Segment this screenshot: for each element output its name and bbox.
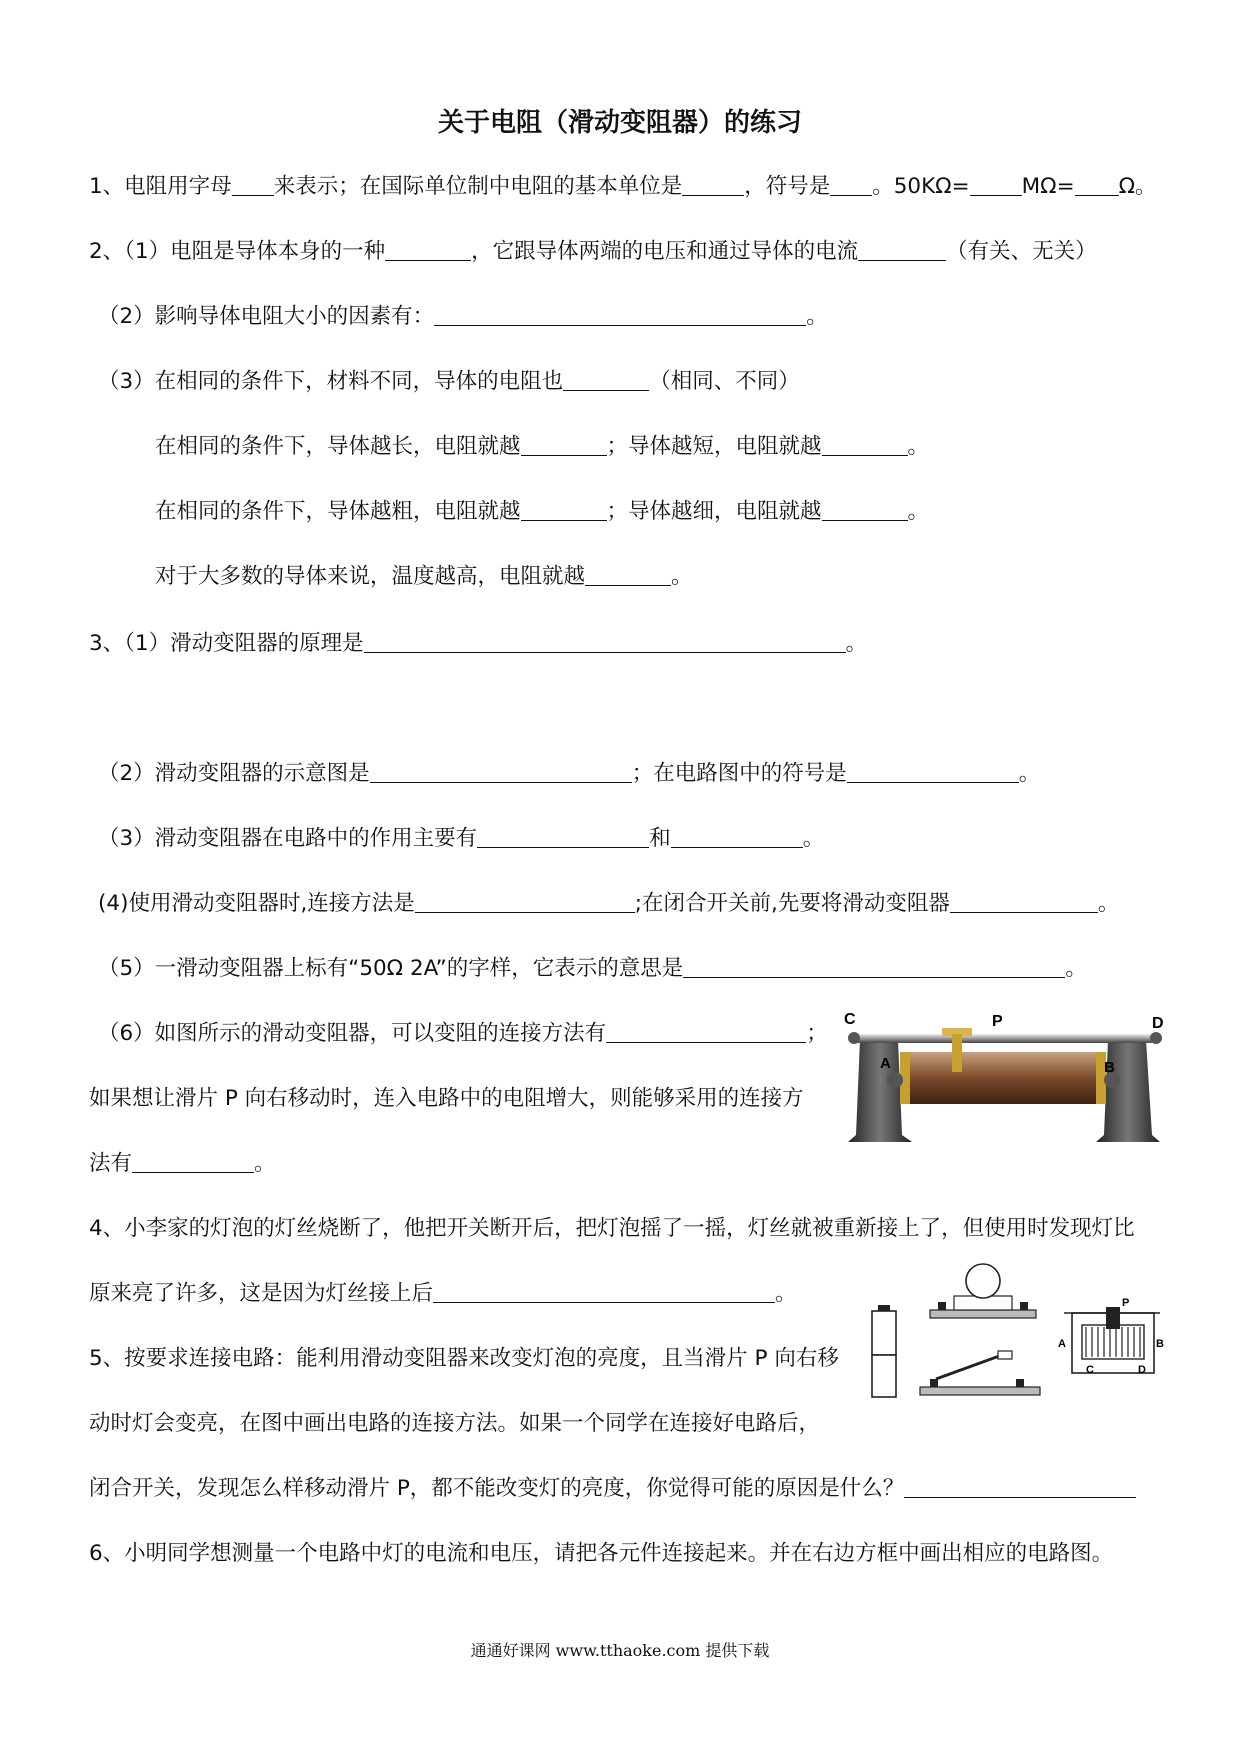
question-5-line-2 [89, 1410, 820, 1438]
q1-text-4: 。50KΩ= [872, 174, 970, 199]
q2-p1-text-3: （有关、无关） [946, 239, 1097, 264]
q3-p8-blank-1[interactable] [132, 1152, 254, 1173]
question-3-part-4 [98, 890, 1119, 918]
terminal-d [1150, 1032, 1162, 1044]
q5-line-3: 闭合开关，发现怎么样移动滑片 P，都不能改变灯的亮度，你觉得可能的原因是什么？ [89, 1476, 905, 1501]
battery-icon [872, 1305, 896, 1397]
q3-p4-text-3: 。 [1097, 891, 1120, 916]
question-2-part-6 [155, 563, 693, 591]
q2-p1-blank-2[interactable] [858, 240, 946, 261]
q4-line-2-end: 。 [775, 1281, 797, 1306]
q3-p8-text-1: 法有 [89, 1151, 133, 1176]
q3-p3-blank-2[interactable] [671, 827, 803, 848]
question-3-part-5 [98, 955, 1087, 983]
q3-p4-blank-2[interactable] [950, 892, 1098, 913]
q3-p4-text-1: (4)使用滑动变阻器时,连接方法是 [98, 891, 415, 916]
q3-p7-text-1: 如果想让滑片 P 向右移动时，连入电路中的电阻增大，则能够采用的连接方 [89, 1086, 804, 1111]
page-footer: 通通好课网 www.tthaoke.com 提供下载 [470, 1641, 770, 1660]
q2-p4-text-2: ；导体越短，电阻就越 [606, 434, 822, 459]
q1-blank-2[interactable] [682, 175, 744, 196]
question-3-part-1 [89, 630, 867, 658]
q3-p1-text-1: 3、（1）滑动变阻器的原理是 [89, 631, 364, 656]
q1-text-3: ，符号是 [744, 174, 831, 199]
q6-line-1: 6、小明同学想测量一个电路中灯的电流和电压，请把各元件连接起来。并在右边方框中画出相应的电路图。 [89, 1541, 1114, 1566]
q3-p2-text-1: （2）滑动变阻器的示意图是 [98, 761, 370, 786]
q2-p4-blank-1[interactable] [521, 435, 607, 456]
question-3-part-8 [89, 1150, 276, 1178]
resistance-coil [900, 1052, 1106, 1104]
q2-p4-text-3: 。 [907, 434, 930, 459]
rheostat-figure [840, 1010, 1170, 1145]
q3-p3-text-3: 。 [802, 826, 825, 851]
question-6-line-1 [89, 1540, 1113, 1568]
q1-blank-1[interactable] [232, 175, 274, 196]
q1-blank-3[interactable] [830, 175, 872, 196]
q1-blank-4[interactable] [970, 175, 1022, 196]
light-bulb-icon [930, 1264, 1036, 1318]
question-2-part-2 [98, 303, 828, 331]
q1-text-2: 来表示；在国际单位制中电阻的基本单位是 [273, 174, 683, 199]
q2-p5-blank-2[interactable] [822, 500, 908, 521]
q3-p5-text-1: （5）一滑动变阻器上标有“50Ω 2A”的字样，它表示的意思是 [98, 956, 684, 981]
question-3-part-6 [98, 1020, 828, 1048]
q2-p2-text-1: （2）影响导体电阻大小的因素有： [98, 304, 435, 329]
q2-p5-text-2: ；导体越细，电阻就越 [606, 499, 822, 524]
q3-p5-text-2: 。 [1065, 956, 1087, 981]
q3-p6-text-1: （6）如图所示的滑动变阻器，可以变阻的连接方法有 [98, 1021, 607, 1046]
q4-line-2: 原来亮了许多，这是因为灯丝接上后 [89, 1281, 434, 1306]
q1-text-1: 1、电阻用字母 [89, 174, 232, 199]
q3-p6-blank-1[interactable] [606, 1022, 806, 1043]
question-5-line-1 [89, 1345, 839, 1373]
metal-rod [855, 1034, 1155, 1043]
question-3-part-3 [98, 825, 824, 853]
q2-p5-blank-1[interactable] [521, 500, 607, 521]
q3-p5-blank-1[interactable] [683, 957, 1065, 978]
q3-p2-blank-1[interactable] [370, 762, 632, 783]
q3-p3-text-1: （3）滑动变阻器在电路中的作用主要有 [98, 826, 478, 851]
terminal-a [887, 1072, 903, 1088]
q2-p3-text-1: （3）在相同的条件下，材料不同，导体的电阻也 [98, 369, 564, 394]
q3-p2-text-3: 。 [1018, 761, 1041, 786]
q3-p3-text-2: 和 [649, 826, 671, 851]
label-c: C [844, 1011, 856, 1028]
q4-line-1: 4、小李家的灯泡的灯丝烧断了，他把开关断开后，把灯泡摇了一摇，灯丝就被重新接上了，但使用时发现灯比 [89, 1216, 1135, 1241]
q2-p2-blank-1[interactable] [434, 305, 806, 326]
q5-line-2: 动时灯会变亮，在图中画出电路的连接方法。如果一个同学在连接好电路后， [89, 1411, 821, 1436]
q2-p1-text-2: ，它跟导体两端的电压和通过导体的电流 [471, 239, 859, 264]
q3-p2-blank-2[interactable] [847, 762, 1019, 783]
q4-blank-1[interactable] [433, 1282, 775, 1303]
rheostat-schematic [1058, 1297, 1164, 1376]
terminal-c [848, 1032, 860, 1044]
q2-p5-text-1: 在相同的条件下，导体越粗，电阻就越 [155, 499, 521, 524]
question-4-line-2 [89, 1280, 797, 1308]
q2-p1-text-1: 2、（1）电阻是导体本身的一种 [89, 239, 386, 264]
fig2-label-d: D [1138, 1364, 1146, 1376]
q1-text-6: Ω。 [1118, 174, 1157, 199]
q2-p1-blank-1[interactable] [385, 240, 471, 261]
q5-line-1: 5、按要求连接电路：能利用滑动变阻器来改变灯泡的亮度，且当滑片 P 向右移 [89, 1346, 839, 1371]
fig2-label-b: B [1156, 1338, 1164, 1350]
q3-p8-text-2: 。 [254, 1151, 276, 1176]
question-2-part-1 [89, 238, 1097, 266]
q2-p2-text-2: 。 [806, 304, 828, 329]
question-4-line-1 [89, 1215, 1135, 1243]
q2-p6-blank-1[interactable] [585, 565, 671, 586]
q5-blank-1[interactable] [904, 1477, 1136, 1498]
question-3-part-7 [89, 1085, 804, 1113]
fig2-label-a: A [1058, 1338, 1066, 1350]
label-d: D [1152, 1015, 1164, 1032]
q3-p6-text-2: ； [806, 1021, 828, 1046]
question-2-part-3 [98, 368, 800, 396]
q1-blank-5[interactable] [1075, 175, 1119, 196]
circuit-components-figure [860, 1255, 1164, 1415]
q3-p1-blank-1[interactable] [364, 632, 846, 653]
label-b: B [1104, 1059, 1115, 1076]
question-5-line-3 [89, 1475, 1136, 1503]
question-3-part-2 [98, 760, 1040, 788]
q2-p3-text-2: （相同、不同） [649, 369, 800, 394]
q2-p6-text-2: 。 [671, 564, 693, 589]
question-2-part-5 [155, 498, 929, 526]
fig2-label-p: P [1122, 1297, 1130, 1309]
q3-p1-text-2: 。 [845, 631, 868, 656]
label-a: A [880, 1055, 891, 1072]
q2-p4-text-1: 在相同的条件下，导体越长，电阻就越 [155, 434, 521, 459]
q3-p3-blank-1[interactable] [477, 827, 649, 848]
q3-p4-text-2: ;在闭合开关前,先要将滑动变阻器 [634, 891, 950, 916]
q3-p4-blank-1[interactable] [415, 892, 635, 913]
label-p: P [992, 1013, 1003, 1030]
q2-p5-text-3: 。 [907, 499, 930, 524]
q3-p2-text-2: ；在电路图中的符号是 [631, 761, 847, 786]
switch-icon [920, 1351, 1040, 1395]
page-title: 关于电阻（滑动变阻器）的练习 [437, 108, 802, 138]
q2-p3-blank-1[interactable] [563, 370, 649, 391]
q2-p4-blank-2[interactable] [822, 435, 908, 456]
question-1 [89, 173, 1157, 201]
fig2-label-c: C [1086, 1364, 1094, 1376]
slider-contact [952, 1034, 962, 1072]
q1-text-5: MΩ= [1021, 174, 1075, 199]
question-2-part-4 [155, 433, 929, 461]
q2-p6-text-1: 对于大多数的导体来说，温度越高，电阻就越 [155, 564, 586, 589]
